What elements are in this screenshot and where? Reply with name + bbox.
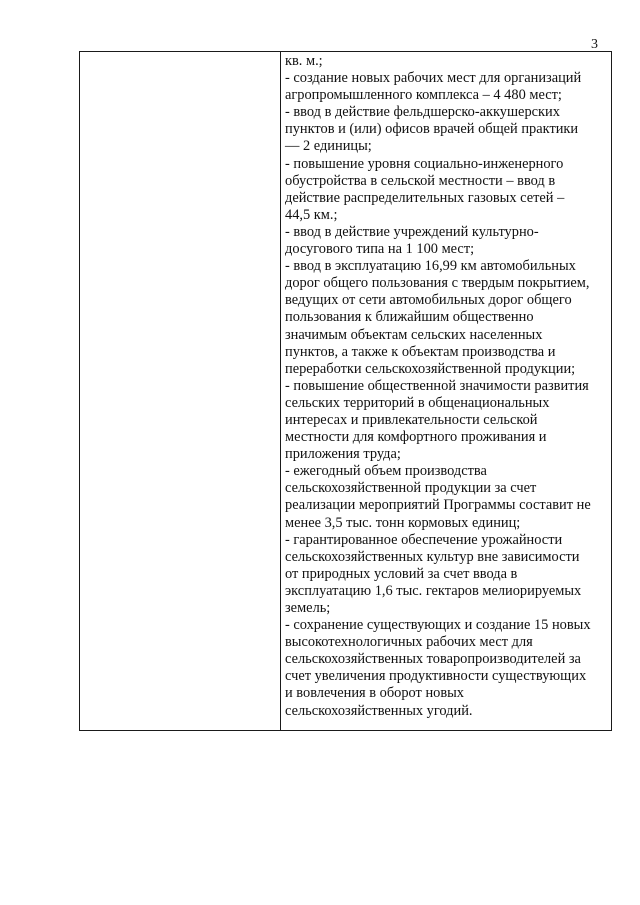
text-line: обустройства в сельской местности – ввод в (285, 172, 556, 189)
text-line: сельских территорий в общенациональных (285, 394, 550, 411)
text-line: реализации мероприятий Программы составит не (285, 497, 591, 514)
text-line: менее 3,5 тыс. тонн кормовых единиц; (285, 514, 521, 531)
text-line: дорог общего пользования с твердым покрытием, (285, 275, 590, 292)
text-line: местности для комфортного проживания и (285, 429, 547, 446)
text-line: пунктов и (или) офисов врачей общей практики (285, 121, 579, 138)
text-line: действие распределительных газовых сетей – (285, 189, 565, 206)
text-line: - ввод в эксплуатацию 16,99 км автомобильных (285, 258, 576, 275)
text-line: - гарантированное обеспечение урожайности (285, 531, 563, 548)
text-line: - ввод в действие учреждений культурно- (285, 223, 539, 240)
document-table (79, 51, 612, 731)
text-line: высокотехнологичных рабочих мест для (285, 634, 533, 651)
text-line: значимым объектам сельских населенных (285, 326, 543, 343)
text-line: от природных условий за счет ввода в (285, 565, 518, 582)
text-line: счет увеличения продуктивности существующих (285, 668, 587, 685)
text-line: интересах и привлекательности сельской (285, 411, 538, 428)
text-line: — 2 единицы; (285, 138, 372, 155)
text-line: эксплуатацию 1,6 тыс. гектаров мелиорируемых (285, 582, 582, 599)
text-line: сельскохозяйственных культур вне зависимости (285, 548, 580, 565)
page-number: 3 (591, 37, 598, 52)
text-line: - ежегодный объем производства (285, 463, 487, 480)
text-line: ведущих от сети автомобильных дорог общего (285, 292, 572, 309)
table-right-cell (285, 53, 610, 720)
text-line: и вовлечения в оборот новых (285, 685, 464, 702)
table-column-divider (280, 52, 281, 730)
table-left-cell (80, 52, 280, 730)
text-line: пользования к ближайшим общественно (285, 309, 534, 326)
text-line: пунктов, а также к объектам производства и (285, 343, 556, 360)
text-line: земель; (285, 600, 331, 616)
text-line: сельскохозяйственной продукции за счет (285, 480, 537, 497)
text-line: агропромышленного комплекса – 4 480 мест; (285, 87, 562, 104)
text-line: переработки сельскохозяйственной продукции; (285, 360, 576, 377)
text-line: - создание новых рабочих мест для организаций (285, 70, 582, 87)
text-line: - повышение уровня социально-инженерного (285, 155, 564, 172)
text-line: досугового типа на 1 100 мест; (285, 241, 475, 258)
text-line: 44,5 км.; (285, 206, 338, 223)
text-line: кв. м.; (285, 53, 323, 69)
text-line: - сохранение существующих и создание 15 новых (285, 617, 591, 634)
text-line: - повышение общественной значимости развития (285, 377, 589, 394)
text-line: - ввод в действие фельдшерско-аккушерских (285, 104, 560, 121)
text-line: сельскохозяйственных товаропроизводителей за (285, 651, 581, 668)
text-line: приложения труда; (285, 446, 401, 463)
text-line: сельскохозяйственных угодий. (285, 702, 473, 719)
